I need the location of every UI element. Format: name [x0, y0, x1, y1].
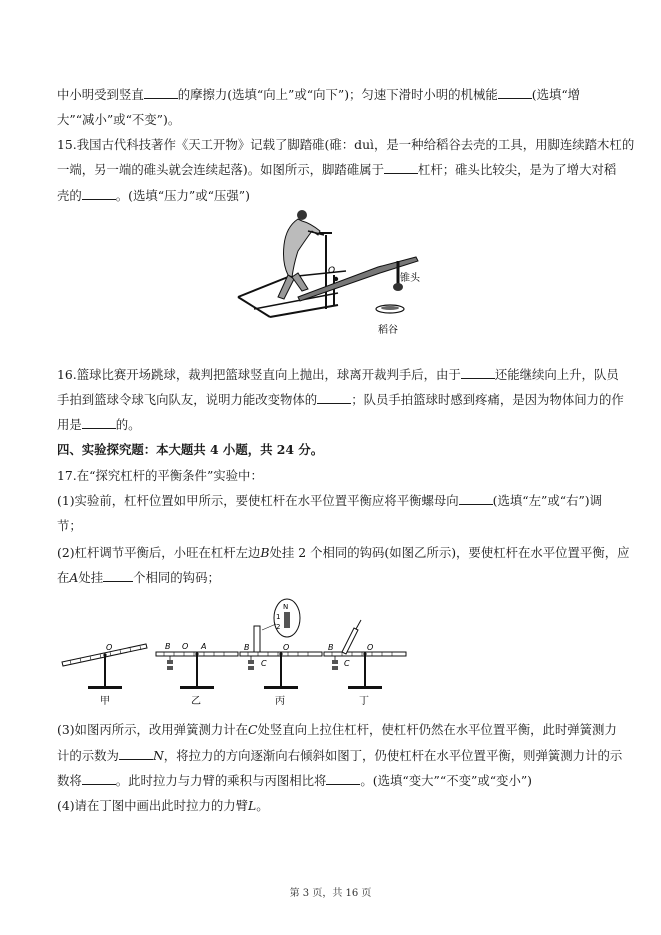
page-footer: 第 3 页，共 16 页	[289, 888, 372, 899]
lever-diagram-jia	[62, 643, 147, 707]
question-17-part2-line-1: (2)杠杆调节平衡后，小旺在杠杆左边B处挂 2 个相同的钩码(如图乙所示)，要使杠杆在水平位置平衡，应	[57, 545, 630, 560]
question-17-part3-line-3: 数将 。此时拉力与力臂的乘积与丙图相比将 。(选填“变大”“不变”或“变小”)	[57, 773, 533, 788]
lever-diagram-bing	[240, 599, 322, 707]
text-line-1: 中小明受到竖直 的摩擦力(选填“向上”或“向下”)；匀速下滑时小明的机械能 (选填“增	[57, 87, 581, 102]
pivot-label-o: O	[328, 266, 336, 276]
text-line-2: 大”“减小”或“不变”)。	[57, 112, 181, 127]
question-15-line-2: 一端，另一端的碓头就会连续起落)。如图所示，脚踏碓属于 杠杆；碓头比较尖，是为了增大对稻	[57, 162, 617, 177]
gauge-unit-n: N	[283, 603, 289, 611]
jia-label-o: O	[106, 643, 113, 652]
question-17-part2-line-2: 在A处挂 个相同的钩码；	[57, 570, 220, 585]
hammer-head-label: 锥头	[400, 273, 420, 284]
ding-label-c: C	[344, 659, 350, 668]
caption-ding: 丁	[359, 696, 369, 707]
question-15-line-1: 15.我国古代科技著作《天工开物》记载了脚踏碓(碓：duì，是一种给稻谷去壳的工具，用脚连续踏木杠的	[57, 137, 635, 152]
question-16-line-1: 16.篮球比赛开场跳球，裁判把篮球竖直向上抛出，球离开裁判手后，由于 还能继续向上升，队员	[57, 367, 619, 382]
bing-label-b: B	[244, 643, 250, 652]
lever-diagram-ding	[324, 620, 406, 707]
section-4-heading: 四、实验探究题：本大题共 4 小题，共 24 分。	[57, 442, 324, 457]
yi-label-a: A	[201, 642, 207, 651]
question-15-line-3: 壳的 。(选填“压力”或“压强”)	[57, 188, 250, 203]
question-17-part1-line-2: 节；	[57, 518, 82, 533]
question-16-line-2: 手拍到篮球令球飞向队友，说明力能改变物体的 ；队员手拍篮球时感到疼痛，是因为物体间力的作	[57, 392, 624, 407]
caption-bing: 丙	[275, 696, 285, 707]
gauge-tick-2: 2	[276, 623, 281, 631]
bing-label-c: C	[261, 659, 267, 668]
question-17-part3-line-1: (3)如图丙所示，改用弹簧测力计在C处竖直向上拉住杠杆，使杠杆仍然在水平位置平衡，此时弹簧测力	[57, 722, 617, 737]
grain-label: 稻谷	[378, 325, 398, 336]
question-16-line-3: 用是 的。	[57, 417, 141, 432]
question-17-part1-line-1: (1)实验前，杠杆位置如甲所示，要使杠杆在水平位置平衡应将平衡螺母向 (选填“左”或“右”)调	[57, 493, 603, 508]
lever-diagram-yi	[156, 642, 238, 707]
ding-label-o: O	[367, 643, 374, 652]
question-17-part4-line-1: (4)请在丁图中画出此时拉力的力臂L。	[57, 798, 269, 813]
caption-jia: 甲	[100, 696, 110, 707]
ding-label-b: B	[328, 643, 334, 652]
yi-label-b: B	[165, 642, 171, 651]
lever-experiment-figure	[58, 600, 408, 710]
pedal-mortar-figure	[228, 205, 438, 345]
yi-label-o: O	[182, 642, 189, 651]
gauge-tick-1: 1	[276, 613, 281, 621]
question-17-title: 17.在“探究杠杆的平衡条件”实验中：	[57, 468, 263, 483]
caption-yi: 乙	[191, 696, 201, 707]
question-17-part3-line-2: 计的示数为 N，将拉力的方向逐渐向右倾斜如图丁，仍使杠杆在水平位置平衡，则弹簧测力计的示	[57, 748, 623, 763]
bing-label-o: O	[283, 643, 290, 652]
